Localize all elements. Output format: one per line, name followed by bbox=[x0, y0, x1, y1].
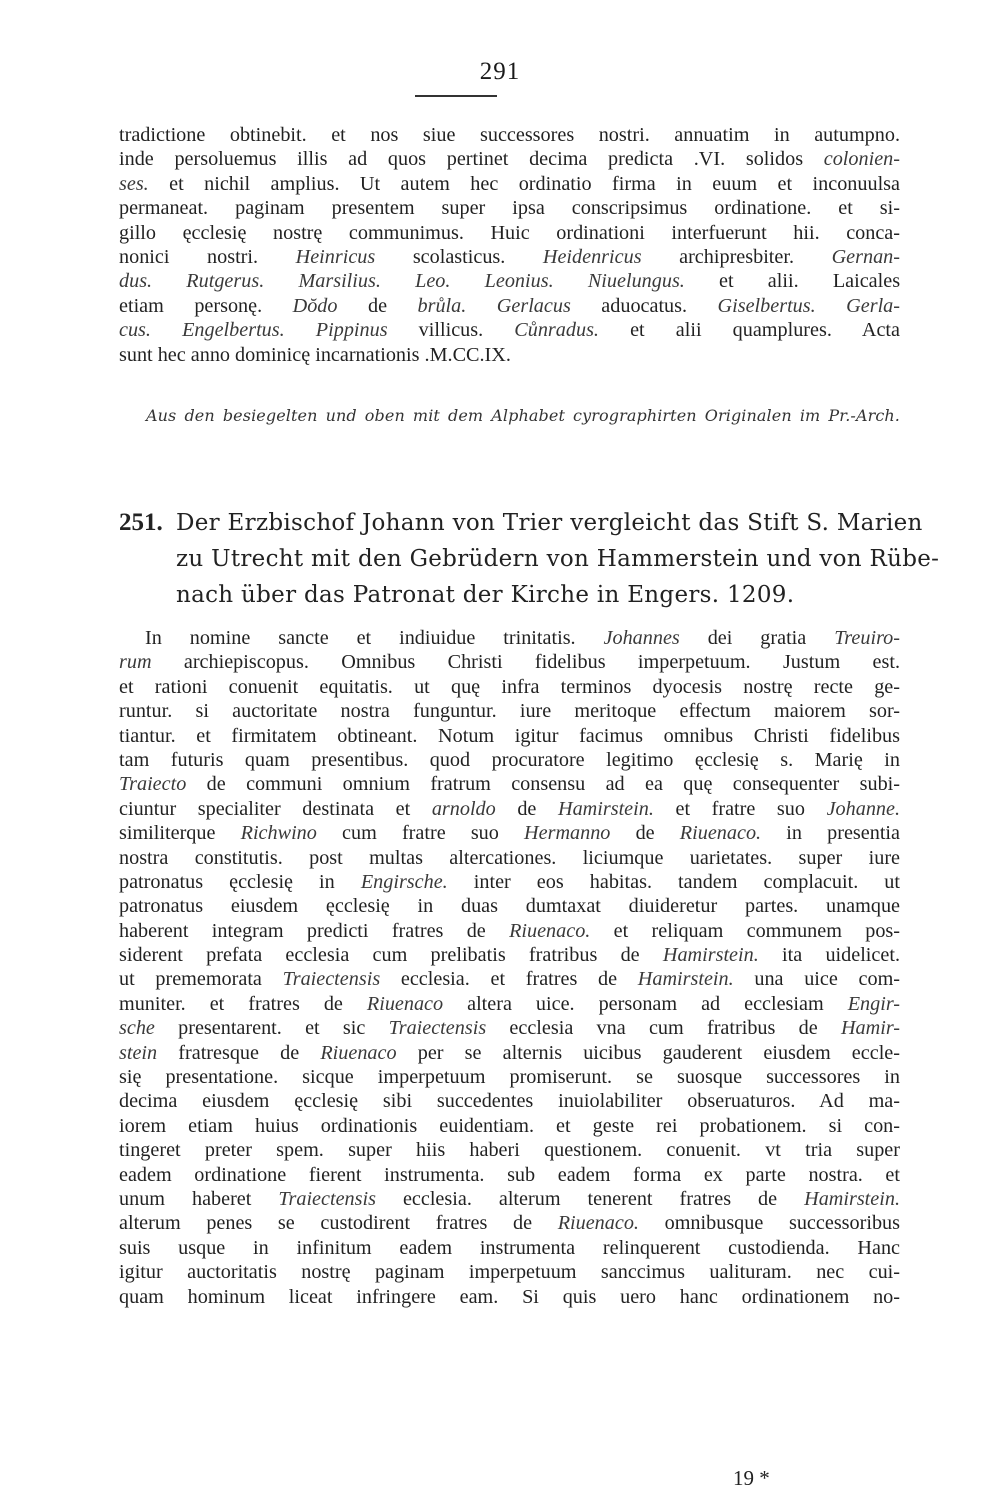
printer-signature: 19 * bbox=[733, 1466, 770, 1490]
italic-name: dus. bbox=[119, 270, 153, 293]
text-segment: in presentia bbox=[761, 822, 900, 845]
text-segment: aduocatus. bbox=[570, 294, 718, 317]
text-line bbox=[119, 1016, 900, 1040]
text-segment: runtur. si auctoritate nostra funguntur. iure meritoque effectum maiorem sor- bbox=[119, 700, 900, 723]
italic-name: Gerlacus bbox=[496, 294, 571, 317]
text-line bbox=[119, 919, 900, 943]
heading-line: zu Utrecht mit den Gebrüdern von Hammerstein und von Rübe- bbox=[176, 546, 940, 572]
text-line bbox=[119, 870, 900, 894]
text-segment: nonici nostri. bbox=[119, 245, 296, 268]
document-number: 251. bbox=[119, 509, 163, 536]
text-segment: ecclesia. et fratres de bbox=[380, 968, 638, 991]
text-segment bbox=[466, 295, 496, 317]
italic-name: Hermanno bbox=[524, 822, 611, 845]
text-segment: nostra constitutis. post multas altercationes. liciumque uarietates. super iure bbox=[119, 846, 900, 869]
text-line bbox=[119, 748, 900, 772]
italic-name: Traiecto bbox=[119, 773, 187, 796]
italic-name: stein bbox=[119, 1041, 158, 1064]
text-line bbox=[119, 650, 900, 674]
italic-name: Gernan- bbox=[831, 245, 900, 268]
text-segment: et fratre suo bbox=[653, 797, 827, 820]
italic-name: Giselbertus. bbox=[717, 294, 816, 317]
text-segment: etiam personę. bbox=[119, 294, 293, 317]
text-line bbox=[119, 1114, 900, 1138]
italic-name: Engelbertus. bbox=[182, 319, 285, 342]
text-segment: patronatus eiusdem ęcclesię in duas dumtaxat diuideretur partes. unamque bbox=[119, 895, 900, 918]
text-line bbox=[119, 245, 900, 269]
text-line bbox=[119, 675, 900, 699]
text-line bbox=[119, 1260, 900, 1284]
italic-name: arnoldo bbox=[431, 797, 496, 820]
text-segment: et alii quamplures. Acta bbox=[598, 319, 900, 342]
italic-name: colonien- bbox=[823, 148, 900, 171]
text-line bbox=[119, 846, 900, 870]
text-segment: et rationi conuenit equitatis. ut quę infra terminos dyocesis nostrę recte ge- bbox=[119, 675, 900, 698]
text-line bbox=[119, 221, 900, 245]
text-line bbox=[119, 1065, 900, 1089]
italic-name: Hamirstein. bbox=[558, 797, 654, 820]
text-segment: się presentatione. sicque imperpetuum promiserunt. se suosque successores in bbox=[119, 1066, 900, 1089]
italic-name: Hamirstein. bbox=[662, 944, 759, 967]
text-line bbox=[119, 797, 900, 821]
text-segment bbox=[816, 295, 846, 317]
heading-line: Der Erzbischof Johann von Trier vergleicht das Stift S. Marien bbox=[176, 510, 923, 536]
text-segment: et reliquam communem pos- bbox=[590, 919, 900, 942]
text-line bbox=[119, 967, 900, 991]
text-segment bbox=[151, 319, 182, 341]
italic-name: Heidenricus bbox=[542, 245, 642, 268]
italic-name: Marsilius. bbox=[298, 270, 381, 293]
text-segment: siderent prefata ecclesia cum prelibatis fratribus de bbox=[119, 944, 663, 967]
text-segment: cum fratre suo bbox=[316, 822, 525, 845]
text-segment: una uice com- bbox=[733, 968, 900, 991]
text-segment: scolasticus. bbox=[375, 245, 543, 268]
italic-name: Traiectensis bbox=[282, 968, 381, 991]
text-segment: inde persoluemus illis ad quos pertinet decima predicta .VI. solidos bbox=[119, 148, 824, 171]
italic-name: Riuenaco. bbox=[509, 919, 591, 942]
continuation-text-block bbox=[119, 123, 900, 367]
text-segment: dei gratia bbox=[679, 627, 835, 649]
text-segment: ita uidelicet. bbox=[758, 944, 900, 967]
italic-name: rum bbox=[119, 651, 152, 674]
text-line bbox=[119, 821, 900, 845]
text-line bbox=[119, 172, 900, 196]
text-segment: alterum penes se custodirent fratres de bbox=[119, 1212, 558, 1235]
text-segment: archiepiscopus. Omnibus Christi fidelibus imperpetuum. Justum est. bbox=[151, 651, 900, 674]
text-segment bbox=[152, 270, 186, 292]
text-segment: eadem ordinatione fierent instrumenta. sub eadem forma ex parte nostra. et bbox=[119, 1163, 900, 1186]
italic-name: Gerla- bbox=[846, 294, 900, 317]
italic-name: Hamirstein. bbox=[637, 968, 734, 991]
italic-name: Cůnradus. bbox=[514, 319, 599, 342]
text-line bbox=[119, 294, 900, 318]
text-segment: haberent integram predicti fratres de bbox=[119, 919, 510, 942]
italic-name: ses. bbox=[119, 172, 149, 195]
text-segment: permaneat. paginam presentem super ipsa conscripsimus ordinatione. et si- bbox=[119, 197, 900, 220]
text-segment: ecclesia vna cum fratribus de bbox=[486, 1017, 841, 1040]
text-segment: ut prememorata bbox=[119, 968, 283, 991]
text-line bbox=[119, 1163, 900, 1187]
italic-name: Niuelungus. bbox=[587, 270, 685, 293]
text-line bbox=[119, 992, 900, 1016]
text-segment: ciuntur specialiter destinata et bbox=[119, 797, 432, 820]
text-segment: In nomine sancte et indiuidue trinitatis. bbox=[145, 627, 604, 649]
text-segment: et nichil amplius. Ut autem hec ordinatio firma in euum et inconuulsa bbox=[148, 172, 900, 195]
text-segment: altera uice. personam ad ecclesiam bbox=[443, 992, 848, 1015]
italic-name: Riuenaco bbox=[366, 992, 444, 1015]
text-segment: tiantur. et firmitatem obtineant. Notum igitur facimus omnibus Christi fidelibus bbox=[119, 724, 900, 747]
heading-line: nach über das Patronat der Kirche in Engers. 1209. bbox=[176, 582, 795, 608]
text-line bbox=[119, 772, 900, 796]
text-segment: similiterque bbox=[119, 822, 241, 845]
italic-name: Leo. bbox=[415, 270, 451, 293]
text-segment: iorem etiam huius ordinationis euidentiam. et geste rei probationem. si con- bbox=[119, 1114, 900, 1137]
italic-name: Hamir- bbox=[840, 1017, 900, 1040]
text-segment: inter eos habitas. tandem complacuit. ut bbox=[447, 870, 900, 893]
text-segment: patronatus ęcclesię in bbox=[119, 870, 361, 893]
text-line bbox=[119, 1041, 900, 1065]
italic-name: Traiectensis bbox=[388, 1017, 487, 1040]
text-line bbox=[119, 943, 900, 967]
page-number-rule bbox=[415, 95, 497, 97]
text-line bbox=[119, 894, 900, 918]
text-line bbox=[119, 1089, 900, 1113]
italic-name: Dŏdo bbox=[292, 294, 338, 317]
text-line bbox=[119, 1285, 900, 1309]
text-segment bbox=[264, 270, 298, 292]
text-line bbox=[119, 1138, 900, 1162]
text-segment bbox=[381, 270, 415, 292]
text-segment: ecclesia. alterum tenerent fratres de bbox=[375, 1187, 805, 1210]
text-line bbox=[119, 123, 900, 147]
italic-name: Riuenaco. bbox=[557, 1212, 639, 1235]
italic-name: Rutgerus. bbox=[186, 270, 265, 293]
text-segment bbox=[450, 270, 484, 292]
text-segment: de communi omnium fratrum consensu ad ea quę consequenter subi- bbox=[186, 773, 900, 796]
italic-name: Johanne. bbox=[826, 797, 901, 820]
italic-name: Engir- bbox=[847, 992, 900, 1015]
text-line bbox=[119, 269, 900, 293]
text-segment: gillo ęcclesię nostrę communimus. Huic ordinationi interfuerunt hii. conca- bbox=[119, 221, 900, 244]
text-line bbox=[119, 147, 900, 171]
text-line bbox=[119, 318, 900, 342]
text-segment: de bbox=[495, 797, 558, 820]
italic-name: Engirsche. bbox=[360, 870, 448, 893]
source-note: Aus den besiegelten und oben mit dem Alphabet cyrographirten Originalen im Pr.-Arch. bbox=[146, 406, 900, 425]
text-segment: per se alternis uicibus gauderent eiusdem eccle- bbox=[396, 1041, 900, 1064]
text-segment: decima eiusdem ęcclesię sibi succedentes inuiolabiliter obseruaturos. Ad ma- bbox=[119, 1090, 900, 1113]
italic-name: Pippinus bbox=[315, 319, 388, 342]
text-segment: unum haberet bbox=[119, 1187, 279, 1210]
charter-text-block bbox=[119, 626, 900, 1309]
text-segment bbox=[285, 319, 316, 341]
text-line bbox=[119, 1187, 900, 1211]
italic-name: Traiectensis bbox=[278, 1187, 376, 1210]
text-segment: et alii. Laicales bbox=[684, 270, 901, 293]
text-segment: de bbox=[610, 822, 680, 845]
text-segment: igitur auctoritatis nostrę paginam imperpetuum sanccimus ualituram. nec cui- bbox=[119, 1261, 900, 1284]
text-segment: tradictione obtinebit. et nos siue successores nostri. annuatim in autumpno. bbox=[119, 124, 900, 146]
text-line bbox=[119, 196, 900, 220]
italic-name: Treuiro- bbox=[834, 627, 900, 649]
text-segment: sunt hec anno dominicę incarnationis .M.CC.IX. bbox=[119, 343, 511, 366]
text-segment: presentarent. et sic bbox=[154, 1017, 389, 1040]
text-segment: archipresbiter. bbox=[641, 245, 832, 268]
text-line bbox=[119, 343, 900, 367]
text-line bbox=[119, 1211, 900, 1235]
italic-name: Johannes bbox=[603, 627, 680, 649]
text-line bbox=[119, 724, 900, 748]
text-line bbox=[119, 626, 900, 650]
italic-name: cus. bbox=[119, 319, 151, 342]
italic-name: brůla. bbox=[417, 294, 467, 317]
text-segment: fratresque de bbox=[157, 1041, 321, 1064]
page-number: 291 bbox=[479, 58, 521, 85]
italic-name: Leonius. bbox=[484, 270, 554, 293]
text-segment: muniter. et fratres de bbox=[119, 992, 367, 1015]
italic-name: Richwino bbox=[240, 822, 317, 845]
text-segment: villicus. bbox=[387, 319, 515, 342]
text-segment: quam hominum liceat infringere eam. Si quis uero hanc ordinationem no- bbox=[119, 1285, 900, 1308]
text-line bbox=[119, 699, 900, 723]
text-segment: suis usque in infinitum eadem instrumenta relinquerent custodienda. Hanc bbox=[119, 1236, 900, 1259]
italic-name: Riuenaco bbox=[320, 1041, 397, 1064]
text-segment: omnibusque successoribus bbox=[638, 1212, 900, 1235]
text-line bbox=[119, 1236, 900, 1260]
text-segment: tingeret preter spem. super hiis haberi questionem. conuenit. vt tria super bbox=[119, 1139, 900, 1162]
italic-name: sche bbox=[119, 1017, 155, 1040]
text-segment: tam futuris quam presentibus. quod procuratore legitimo ęcclesię s. Marię in bbox=[119, 748, 900, 771]
italic-name: Hamirstein. bbox=[804, 1187, 900, 1210]
italic-name: Riuenaco. bbox=[679, 822, 762, 845]
text-segment: de bbox=[337, 294, 418, 317]
italic-name: Heinricus bbox=[295, 245, 376, 268]
text-segment bbox=[554, 270, 588, 292]
